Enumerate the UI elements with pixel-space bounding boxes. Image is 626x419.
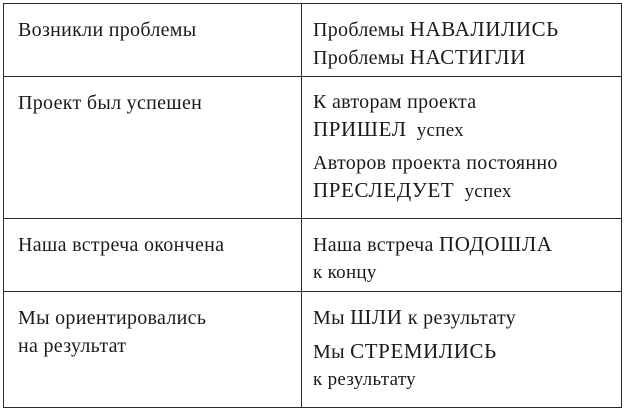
figurative-phrase-line: Мы ШЛИ к результату [313,305,517,329]
plain-phrase-text: Возникли проблемы [18,19,197,41]
figurative-phrase-line: Наша встреча ПОДОШЛА [313,232,553,256]
plain-phrase-text: Мы ориентировались [18,307,207,329]
highlighted-verb: ШЛИ [350,305,403,329]
highlighted-verb: СТРЕМИЛИСЬ [350,339,497,363]
figurative-phrase-line: Проблемы НАВАЛИЛИСЬ [313,17,559,41]
figurative-phrase-cell [302,292,622,408]
highlighted-verb: ПРИШЕЛ [313,117,407,141]
plain-phrase-text: Наша встреча окончена [18,234,225,256]
plain-phrase-text: Проект был успешен [18,92,203,114]
highlighted-verb: НАСТИГЛИ [409,45,526,69]
table-row [4,292,622,408]
figurative-phrase-cell [302,77,622,219]
figurative-phrase-line: к результату [313,369,416,390]
plain-phrase-cell [4,77,302,219]
figurative-phrase-line: Мы СТРЕМИЛИСЬ [313,339,497,363]
figurative-phrase-cell [302,219,622,292]
plain-phrase-cell [4,4,302,77]
highlighted-verb: ПРЕСЛЕДУЕТ [313,178,455,202]
figurative-phrase-line: ПРЕСЛЕДУЕТ успех [313,178,512,202]
plain-phrase-cell [4,219,302,292]
plain-phrase-cell [4,292,302,408]
plain-phrase-text: на результат [18,335,127,357]
highlighted-verb: НАВАЛИЛИСЬ [409,17,559,41]
figurative-phrase-line: ПРИШЕЛ успех [313,117,464,141]
table-row [4,77,622,219]
figurative-phrase-line: К авторам проекта [313,91,477,113]
table-row [4,219,622,292]
table-row [4,4,622,77]
phrase-table [3,3,622,408]
highlighted-verb: ПОДОШЛА [439,232,553,256]
figurative-phrase-cell [302,4,622,77]
figurative-phrase-line: к концу [313,262,377,283]
figurative-phrase-line: Проблемы НАСТИГЛИ [313,45,526,69]
figurative-phrase-line: Авторов проекта постоянно [313,152,558,174]
